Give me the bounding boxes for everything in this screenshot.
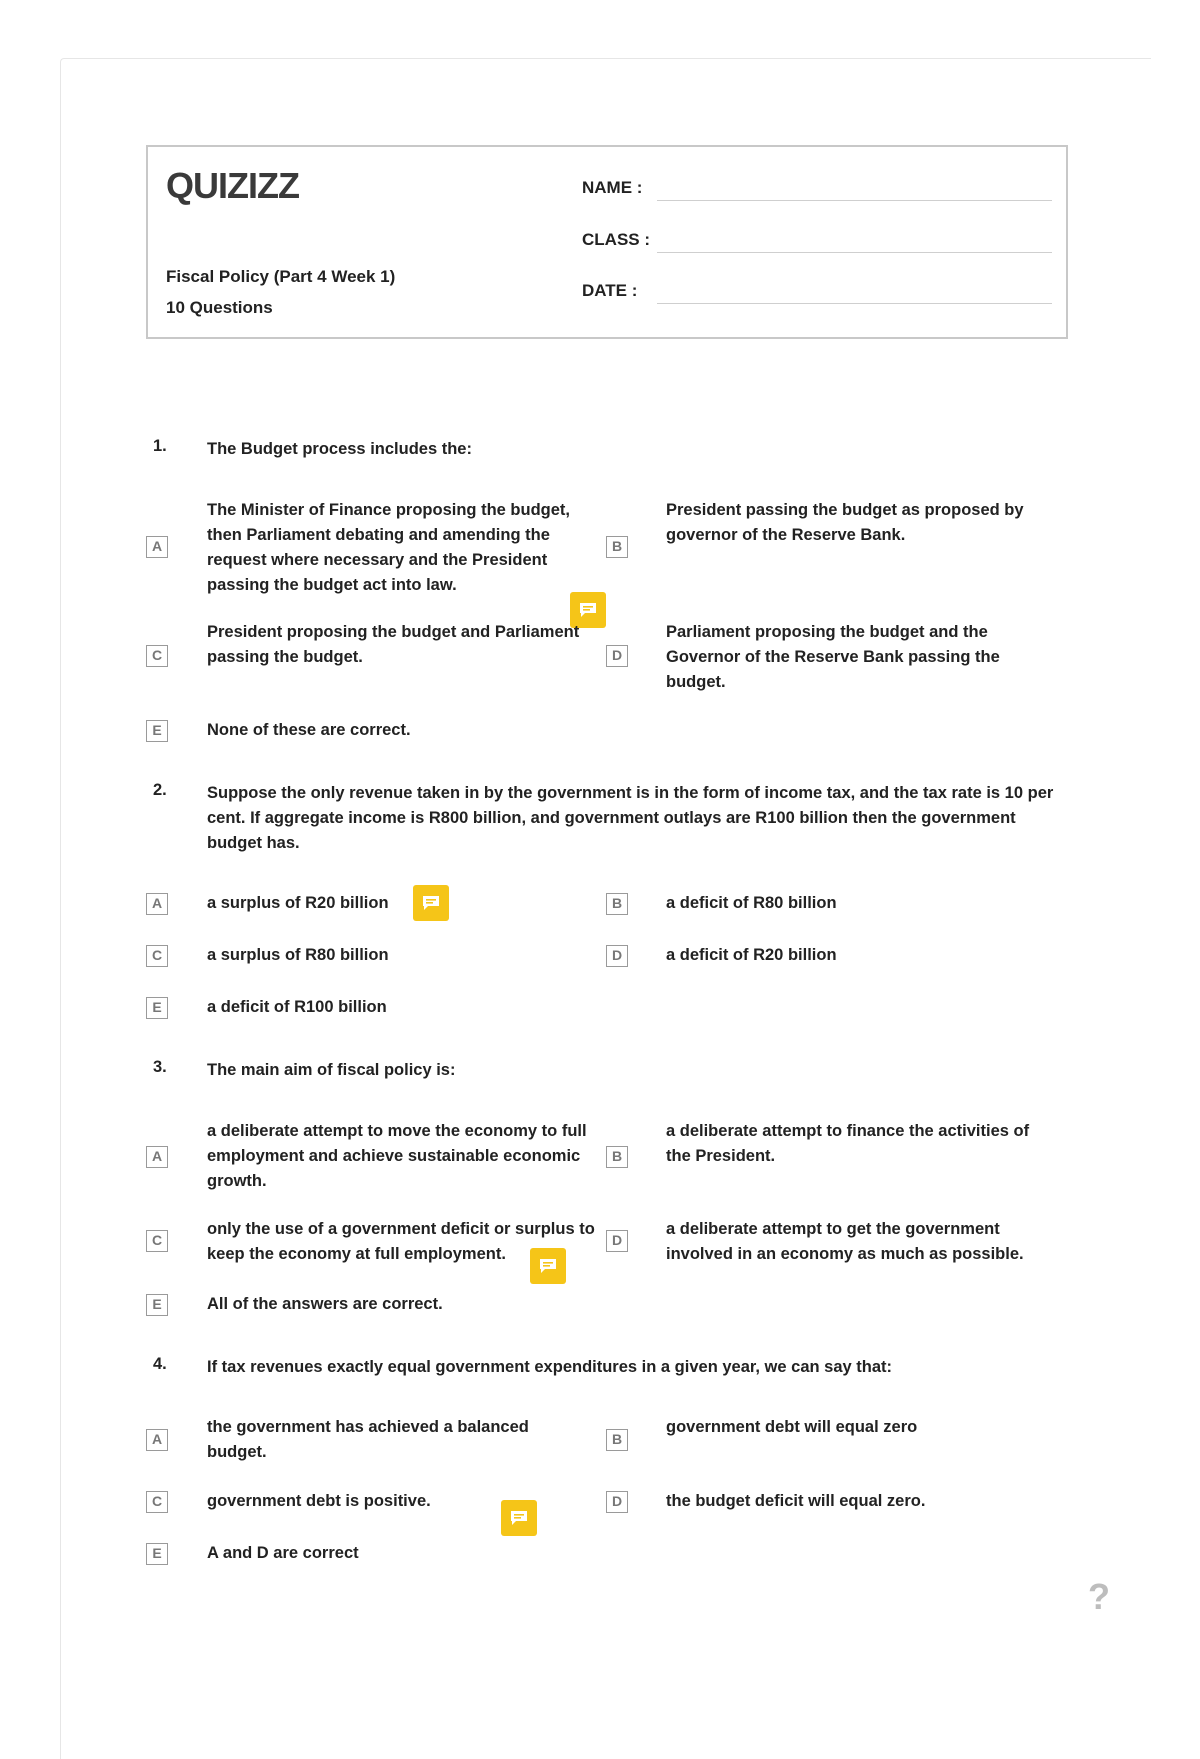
option-letter-e[interactable]: E [146,1543,168,1565]
option-letter-b[interactable]: B [606,536,628,558]
option-letter-c[interactable]: C [146,1230,168,1252]
worksheet-header [146,145,1068,339]
option-text: President passing the budget as proposed by governor of the Reserve Bank. [666,501,1024,544]
question-text: The Budget process includes the: [207,440,472,458]
option-text: a deliberate attempt to finance the activities of the President. [666,1122,1030,1165]
option-text: government debt will equal zero [666,1418,918,1436]
question-text: Suppose the only revenue taken in by the government is in the form of income tax, and the tax rate is 10 per cent. If aggregate income is R800 billion, and government outlays are R100 billion then the government budget has. [207,784,1054,852]
option-text: President proposing the budget and Parliament passing the budget. [207,623,580,666]
option-text: a deficit of R100 billion [207,998,387,1016]
option-text: Parliament proposing the budget and the Governor of the Reserve Bank passing the budget. [666,623,1000,691]
option-text: The Minister of Finance proposing the budget, then Parliament debating and amending the request where necessary and the President passing the budget act into law. [207,501,570,594]
option-letter-c[interactable]: C [146,1491,168,1513]
question-number: 1. [153,437,167,455]
option-text: None of these are correct. [207,721,411,739]
option-text: a surplus of R20 billion [207,894,389,912]
question-number: 3. [153,1058,167,1076]
option-text: a deliberate attempt to get the government involved in an economy as much as possible. [666,1220,1024,1263]
question-count: 10 Questions [166,298,273,317]
option-text: All of the answers are correct. [207,1295,443,1313]
name-line [657,200,1052,201]
option-letter-a[interactable]: A [146,536,168,558]
option-letter-c[interactable]: C [146,645,168,667]
option-letter-e[interactable]: E [146,997,168,1019]
question-number: 4. [153,1355,167,1373]
class-label: CLASS : [582,230,650,249]
option-text: the government has achieved a balanced budget. [207,1418,529,1461]
question-text: If tax revenues exactly equal government expenditures in a given year, we can say that: [207,1358,893,1376]
option-letter-a[interactable]: A [146,893,168,915]
option-letter-b[interactable]: B [606,893,628,915]
option-text: a deficit of R80 billion [666,894,837,912]
quizizz-logo: QUIZIZZ [166,165,299,206]
option-letter-d[interactable]: D [606,1491,628,1513]
option-letter-d[interactable]: D [606,945,628,967]
comment-icon[interactable] [413,885,449,921]
comment-icon[interactable] [501,1500,537,1536]
option-text: only the use of a government deficit or surplus to keep the economy at full employment. [207,1220,595,1263]
option-letter-a[interactable]: A [146,1146,168,1168]
option-text: the budget deficit will equal zero. [666,1492,926,1510]
question-number: 2. [153,781,167,799]
option-letter-b[interactable]: B [606,1429,628,1451]
comment-icon[interactable] [530,1248,566,1284]
option-text: a deliberate attempt to move the economy to full employment and achieve sustainable economic growth. [207,1122,587,1190]
date-line [657,303,1052,304]
class-line [657,252,1052,253]
option-letter-b[interactable]: B [606,1146,628,1168]
class-field[interactable] [582,226,1052,256]
option-text: government debt is positive. [207,1492,431,1510]
name-label: NAME : [582,178,643,197]
option-letter-a[interactable]: A [146,1429,168,1451]
option-text: a surplus of R80 billion [207,946,389,964]
option-text: a deficit of R20 billion [666,946,837,964]
question-text: The main aim of fiscal policy is: [207,1061,456,1079]
option-letter-d[interactable]: D [606,645,628,667]
date-field[interactable] [582,277,1052,307]
option-letter-e[interactable]: E [146,1294,168,1316]
name-field[interactable] [582,174,1052,204]
option-text: A and D are correct [207,1544,359,1562]
help-icon[interactable]: ? [1088,1576,1110,1617]
option-letter-e[interactable]: E [146,720,168,742]
option-letter-c[interactable]: C [146,945,168,967]
quiz-title: Fiscal Policy (Part 4 Week 1) [166,267,396,286]
option-letter-d[interactable]: D [606,1230,628,1252]
date-label: DATE : [582,281,638,300]
